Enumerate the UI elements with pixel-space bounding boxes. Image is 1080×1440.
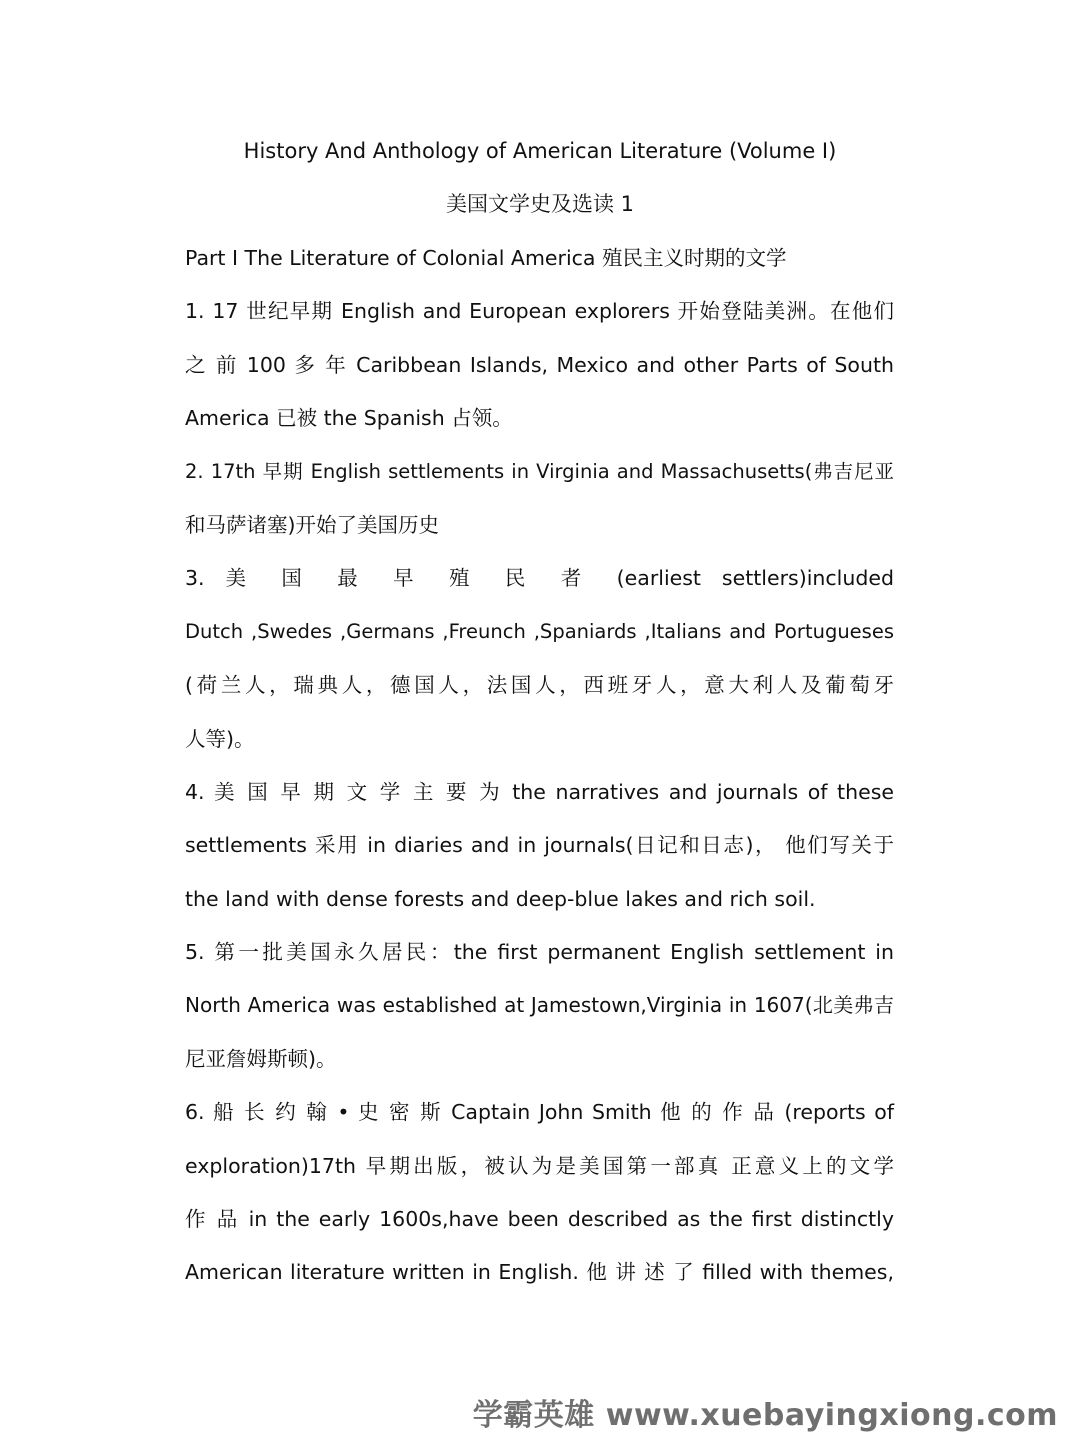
body-line: settlements 采用 in diaries and in journals(日记和日志)， 他们写关于 <box>185 833 894 858</box>
body-line: North America was established at Jamestown,Virginia in 1607(北美弗吉 <box>185 993 894 1018</box>
body-line: (荷兰人，瑞典人，德国人，法国人，西班牙人，意大利人及葡萄牙 <box>185 673 894 698</box>
body-line: 3. 美 国 最 早 殖 民 者 (earliest settlers)included <box>185 566 894 591</box>
body-line: America 已被 the Spanish 占领。 <box>185 406 513 431</box>
body-line: 之 前 100 多 年 Caribbean Islands, Mexico and other Parts of South <box>185 352 894 377</box>
body-line: 6. 船 长 约 翰 • 史 密 斯 Captain John Smith 他 的 作 品 (reports of <box>185 1100 894 1125</box>
body-line: 作 品 in the early 1600s,have been described as the first distinctly <box>185 1207 894 1232</box>
body-line: 1. 17 世纪早期 English and European explorers 开始登陆美洲。在他们 <box>185 299 894 324</box>
document-title-english: History And Anthology of American Literature (Volume Ⅰ) <box>243 139 837 163</box>
body-line: 2. 17th 早期 English settlements in Virginia and Massachusetts(弗吉尼亚 <box>185 459 894 483</box>
document-title-chinese: 美国文学史及选读 1 <box>445 192 635 216</box>
body-line: 4. 美 国 早 期 文 学 主 要 为 the narratives and journals of these <box>185 779 894 804</box>
body-line: Part Ⅰ The Literature of Colonial America 殖民主义时期的文学 <box>185 246 787 270</box>
watermark-text: 学霸英雄 www.xuebayingxiong.com <box>472 1398 1058 1433</box>
body-line: 尼亚詹姆斯顿)。 <box>185 1046 337 1071</box>
body-line: American literature written in English. 他 讲 述 了 filled with themes, <box>185 1260 894 1285</box>
body-line: 人等)。 <box>185 726 255 751</box>
body-line: Dutch ,Swedes ,Germans ,Freunch ,Spaniards ,Italians and Portugueses <box>185 619 894 643</box>
body-line: the land with dense forests and deep-blue lakes and rich soil. <box>185 886 816 911</box>
document-body <box>185 242 894 1310</box>
body-line: exploration)17th 早期出版，被认为是美国第一部真 正意义上的文学 <box>185 1153 894 1178</box>
body-line: 5. 第一批美国永久居民：the first permanent English settlement in <box>185 940 894 965</box>
body-line: 和马萨诸塞)开始了美国历史 <box>185 512 439 537</box>
